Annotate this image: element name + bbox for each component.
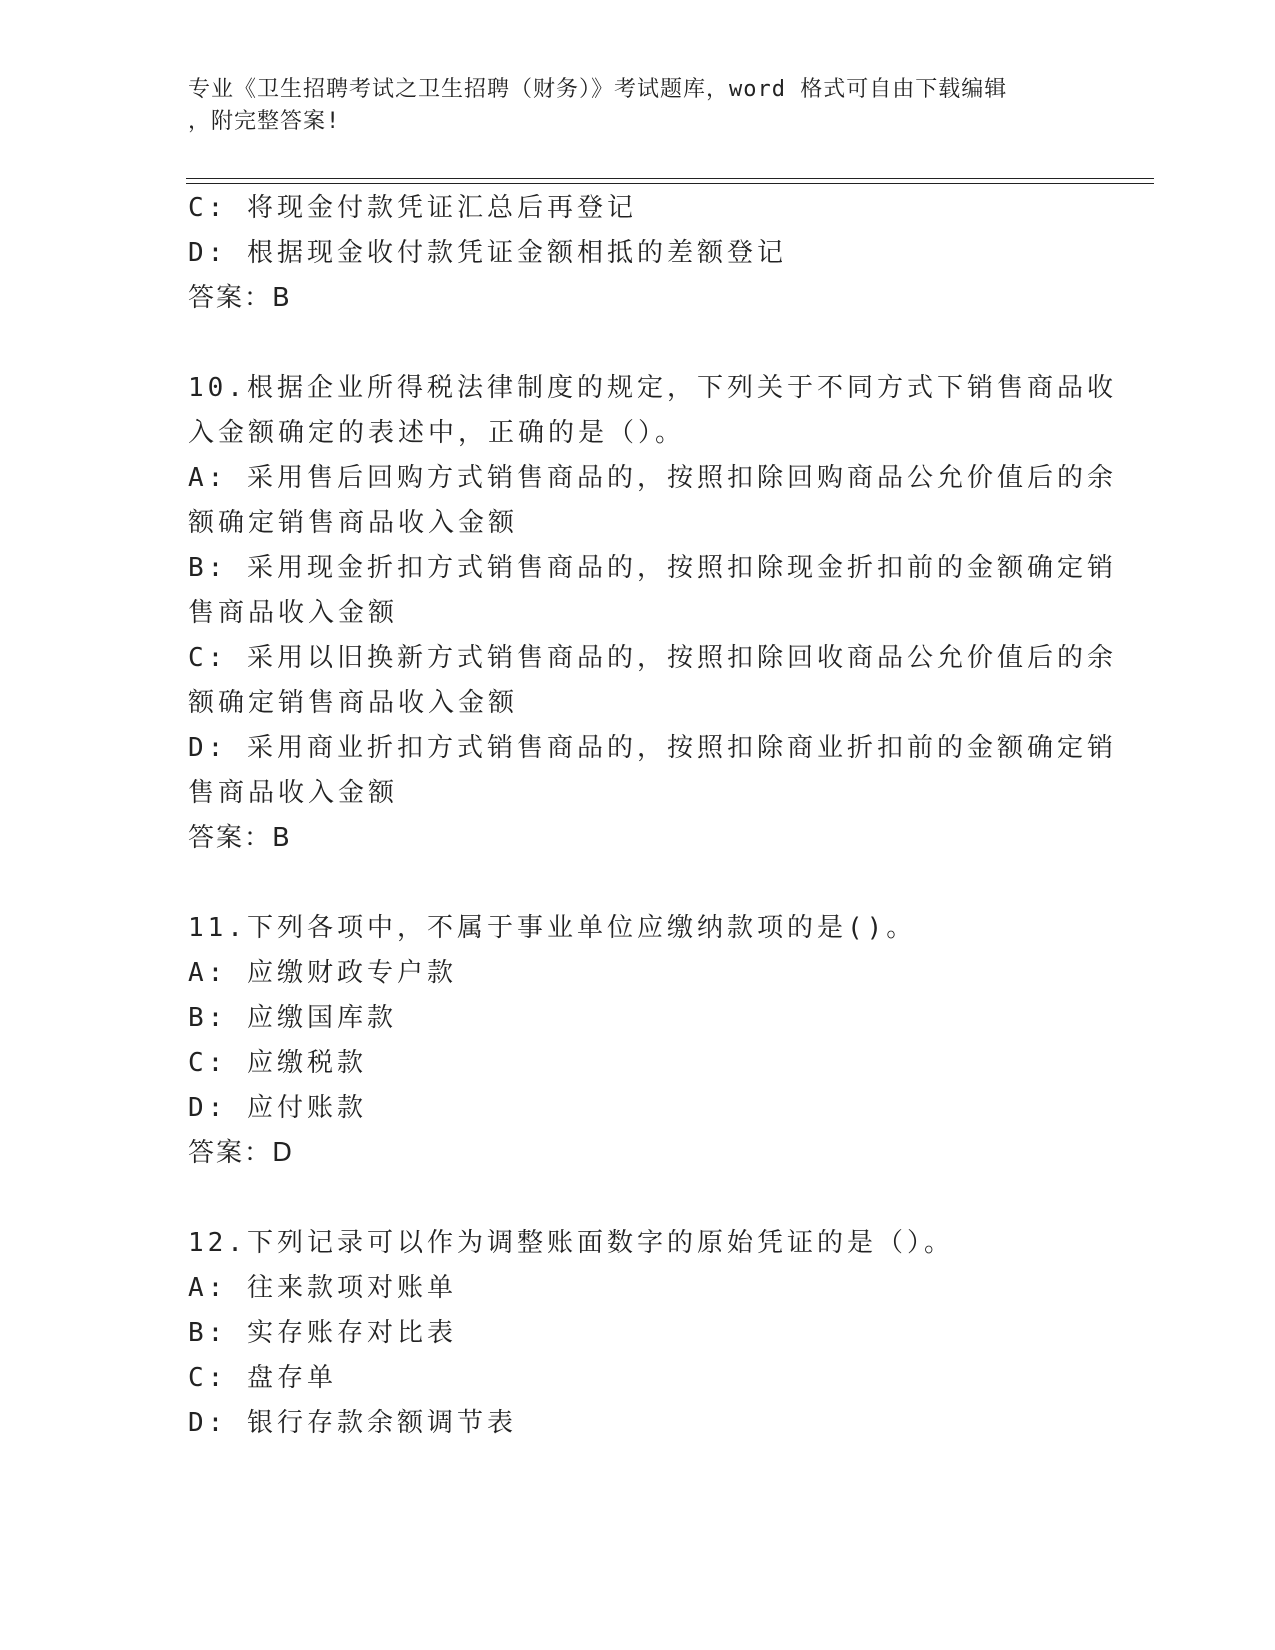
header-line-1: 专业《卫生招聘考试之卫生招聘（财务）》考试题库，word 格式可自由下载编辑 (188, 77, 1008, 102)
q12-stem: 12.下列记录可以作为调整账面数字的原始凭证的是（）。 (188, 1228, 954, 1258)
q10-option-b-line-2: 售商品收入金额 (188, 598, 399, 628)
q10-stem-line-1: 10.根据企业所得税法律制度的规定，下列关于不同方式下销售商品收 (188, 373, 1117, 403)
q11-option-c: C: 应缴税款 (188, 1048, 367, 1078)
q11-answer: 答案：D (188, 1138, 295, 1168)
header-divider-bottom (186, 183, 1154, 184)
q10-option-b-line-1: B: 采用现金折扣方式销售商品的，按照扣除现金折扣前的金额确定销 (188, 553, 1117, 583)
q10-option-d-line-2: 售商品收入金额 (188, 778, 399, 808)
q11-stem: 11.下列各项中，不属于事业单位应缴纳款项的是()。 (188, 913, 917, 943)
document-header (188, 74, 1068, 138)
q11-option-a: A: 应缴财政专户款 (188, 958, 457, 988)
q12-option-d: D: 银行存款余额调节表 (188, 1408, 517, 1438)
q10-option-d-line-1: D: 采用商业折扣方式销售商品的，按照扣除商业折扣前的金额确定销 (188, 733, 1117, 763)
header-divider-top (186, 178, 1154, 179)
prev-answer: 答案：B (188, 283, 292, 313)
prev-option-d: D: 根据现金收付款凭证金额相抵的差额登记 (188, 238, 787, 268)
q10-stem-line-2: 入金额确定的表述中，正确的是（）。 (188, 418, 686, 448)
q10-option-c-line-1: C: 采用以旧换新方式销售商品的，按照扣除回收商品公允价值后的余 (188, 643, 1117, 673)
q10-answer: 答案：B (188, 823, 292, 853)
q12-option-a: A: 往来款项对账单 (188, 1273, 457, 1303)
q10-option-c-line-2: 额确定销售商品收入金额 (188, 688, 519, 718)
q12-option-b: B: 实存账存对比表 (188, 1318, 457, 1348)
q10-option-a-line-1: A: 采用售后回购方式销售商品的，按照扣除回购商品公允价值后的余 (188, 463, 1117, 493)
q11-option-b: B: 应缴国库款 (188, 1003, 397, 1033)
header-line-2: ，附完整答案! (188, 109, 341, 134)
q11-option-d: D: 应付账款 (188, 1093, 367, 1123)
prev-option-c: C: 将现金付款凭证汇总后再登记 (188, 193, 637, 223)
q12-option-c: C: 盘存单 (188, 1363, 337, 1393)
q10-option-a-line-2: 额确定销售商品收入金额 (188, 508, 519, 538)
